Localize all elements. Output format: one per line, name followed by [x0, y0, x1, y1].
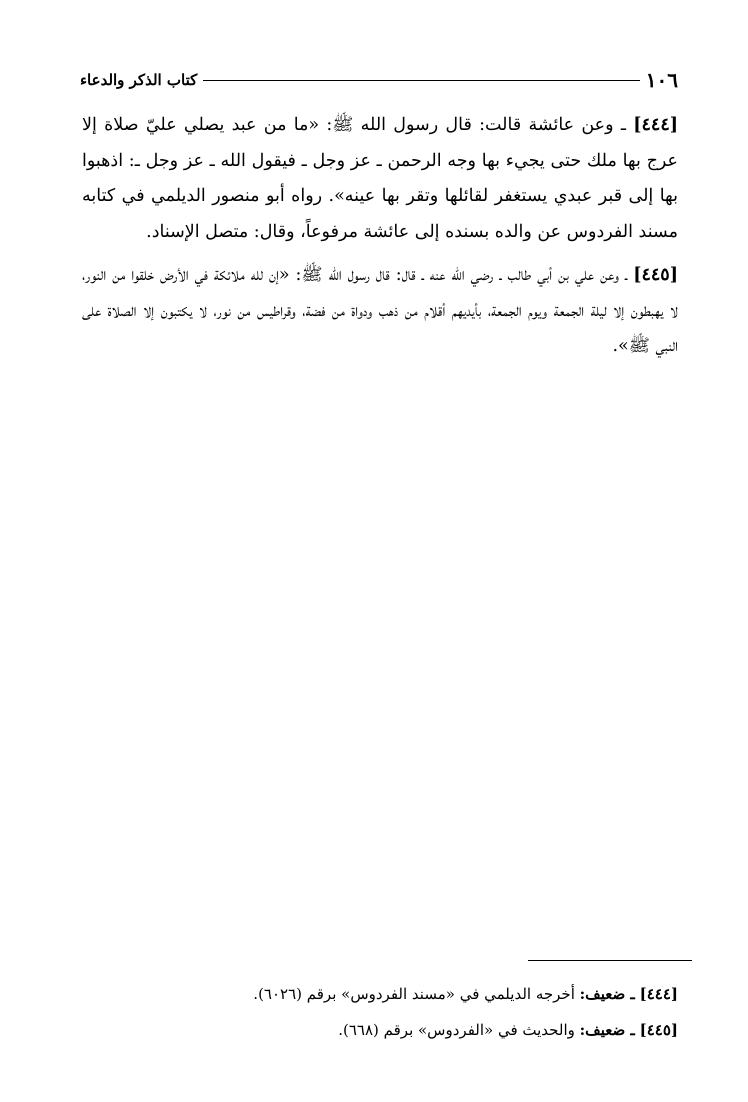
footnote-number: [٤٤٥]	[639, 1021, 678, 1039]
footnote-444	[150, 976, 678, 1012]
entry-text: ـ وعن علي بن أبي طالب ـ رضي الله عنه ـ قال: قال رسول الله ﷺ: «إن لله ملائكة في الأرض خلقوا من النور، لا يهبطون إلا ليلة الجمعة ويوم الجمعة، بأيديهم أقلام من ذهب ودواة من فضة، وقراطيس من نور، لا يكتبون إلا الصلاة على النبي ﷺ».	[82, 265, 678, 356]
book-title: كتاب الذكر والدعاء	[80, 71, 198, 89]
main-text	[82, 108, 678, 373]
footnotes	[150, 976, 678, 1048]
entry-number: [٤٤٤]	[633, 115, 678, 135]
footnote-separator	[528, 960, 692, 961]
entry-number: [٤٤٥]	[633, 265, 678, 285]
header-rule	[203, 80, 640, 81]
hadith-entry-445	[82, 258, 678, 365]
footnote-445	[150, 1012, 678, 1048]
page-number: ١٠٦	[645, 68, 678, 92]
footnote-text: أخرجه الديلمي في «مسند الفردوس» برقم (٦٠٢٦).	[253, 985, 575, 1003]
running-head	[80, 66, 678, 94]
hadith-entry-444	[82, 108, 678, 250]
footnote-number: [٤٤٤]	[639, 985, 678, 1003]
footnote-grade: ـ ضعيف:	[579, 985, 635, 1003]
entry-text: ـ وعن عائشة قالت: قال رسول الله ﷺ: «ما من عبد يصلي عليّ صلاة إلا عرج بها ملك حتى يجيء بها وجه الرحمن ـ عز وجل ـ فيقول الله ـ عز وجل ـ: اذهبوا بها إلى قبر عبدي يستغفر لقائلها وتقر بها عينه». رواه أبو منصور الديلمي في كتابه مسند الفردوس عن والده بسنده إلى عائشة مرفوعاً، وقال: متصل الإسناد.	[82, 115, 678, 242]
footnote-text: والحديث في «الفردوس» برقم (٦٦٨).	[338, 1021, 575, 1039]
footnote-grade: ـ ضعيف:	[579, 1021, 635, 1039]
